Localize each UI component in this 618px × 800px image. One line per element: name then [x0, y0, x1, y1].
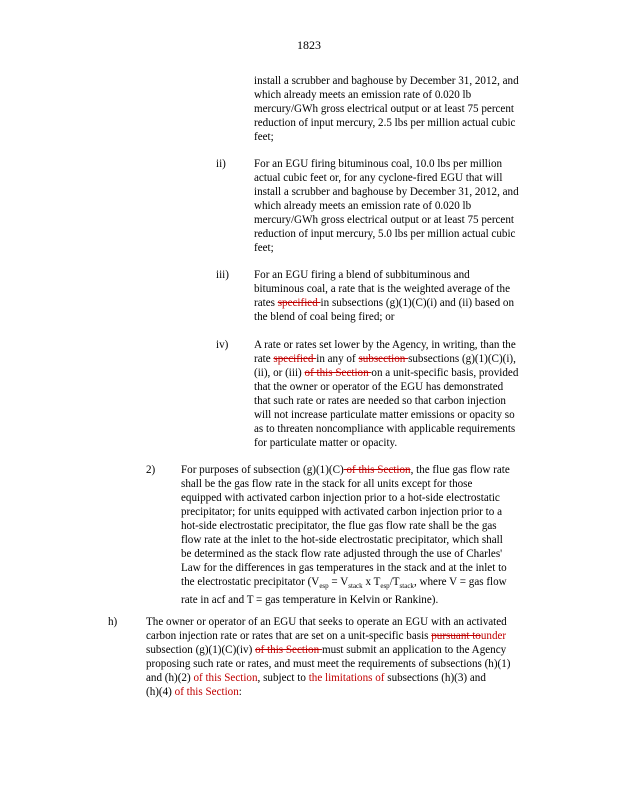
text-line: which already meets an emission rate of 0.020 lb — [254, 200, 472, 212]
deleted-text: of this Section — [304, 367, 372, 379]
text-line: Law for the differences in gas temperatures in the stack and at the inlet to — [181, 562, 507, 574]
deleted-text: of this Section — [255, 644, 322, 656]
text-run: : — [238, 686, 242, 698]
text-line — [181, 463, 510, 477]
item-h-text — [146, 615, 510, 699]
deleted-text: of this Section — [343, 464, 411, 476]
text-line: be determined as the stack flow rate adjusted through the use of Charles' — [181, 548, 503, 560]
text-line: install a scrubber and baghouse by December 31, 2012, and — [254, 186, 519, 198]
text-run: rates — [254, 297, 278, 309]
text-line: For an EGU firing bituminous coal, 10.0 lbs per million — [254, 158, 503, 170]
text-line: feet; — [254, 242, 274, 254]
text-line: bituminous coal, a rate that is the weighted average of the — [254, 283, 510, 295]
text-run: subsection (g)(1)(C)(iv) — [146, 644, 256, 656]
item-2-marker: 2) — [146, 464, 156, 476]
text-line — [254, 296, 514, 310]
text-line: shall be the gas flow rate in the stack for all units except for those — [181, 478, 473, 490]
text-line: equipped with activated carbon injection prior to a hot-side electrostatic — [181, 492, 500, 504]
subscript: stack — [348, 582, 363, 591]
item-ii-text — [254, 157, 519, 255]
text-line: proposing such rate or rates, and must meet the requirements of subsections (h)(1) — [146, 658, 511, 670]
text-line: as to threaten noncompliance with applicable requirements — [254, 423, 516, 435]
text-line: will not increase particulate matter emissions or opacity so — [254, 409, 515, 421]
deleted-text: specified — [277, 297, 321, 309]
item-i-continuation — [254, 74, 519, 144]
text-line: which already meets an emission rate of 0.020 lb — [254, 89, 472, 101]
text-line — [146, 643, 510, 657]
text-line: For an EGU firing a blend of subbituminous and — [254, 269, 470, 281]
deleted-text: specified — [273, 353, 317, 365]
text-line — [254, 352, 518, 366]
text-line — [146, 685, 510, 699]
item-iv-text — [254, 338, 518, 450]
text-run: in subsections (g)(1)(C)(i) and (ii) based on — [320, 297, 515, 309]
subscript: esp — [319, 582, 329, 591]
text-line: rate in acf and T = gas temperature in Kelvin or Rankine). — [181, 594, 439, 607]
text-line: mercury/GWh gross electrical output or at least 75 percent — [254, 103, 514, 115]
text-run: x T — [362, 576, 381, 588]
text-line: that such rate or rates are needed so that carbon injection — [254, 395, 506, 407]
text-line: precipitator; for units equipped with activated carbon injection prior to a — [181, 506, 502, 518]
item-ii-marker: ii) — [216, 158, 226, 170]
inserted-text: of this Section — [174, 686, 239, 698]
text-run: subsections (g)(1)(C)(i), — [408, 353, 516, 365]
text-run: , subject to — [257, 672, 309, 684]
text-run: rate — [254, 353, 274, 365]
text-run: subsections (h)(3) and — [384, 672, 486, 684]
text-run: on a unit-specific basis, provided — [371, 367, 519, 379]
text-line: the blend of coal being fired; or — [254, 311, 395, 323]
item-iv-marker: iv) — [216, 339, 229, 351]
text-line: hot-side electrostatic precipitator, the flue gas flow rate shall be the gas — [181, 520, 497, 532]
item-h-marker: h) — [108, 616, 118, 628]
page-number: 1823 — [297, 38, 321, 52]
text-line: flow rate at the inlet to the hot-side electrostatic precipitator, which shall — [181, 534, 503, 546]
text-line: The owner or operator of an EGU that seeks to operate an EGU with an activated — [146, 616, 507, 628]
text-run: , the flue gas flow rate — [410, 464, 510, 476]
item-iii-marker: iii) — [216, 269, 229, 281]
inserted-text: under — [480, 630, 507, 642]
text-line: reduction of input mercury, 2.5 lbs per million actual cubic — [254, 117, 516, 129]
text-line — [146, 629, 510, 643]
text-line — [254, 366, 518, 380]
inserted-text: of this Section — [193, 672, 258, 684]
text-run: (h)(4) — [146, 686, 175, 698]
inserted-text: the limitations of — [308, 672, 385, 684]
text-run: in any of — [316, 353, 359, 365]
text-line: A rate or rates set lower by the Agency, in writing, than the — [254, 339, 516, 351]
text-run: and (h)(2) — [146, 672, 194, 684]
item-iii-text — [254, 268, 514, 324]
text-line: that the owner or operator of the EGU has demonstrated — [254, 381, 504, 393]
text-line — [181, 575, 510, 593]
text-run: (ii), or (iii) — [254, 367, 305, 379]
text-line — [146, 671, 510, 685]
text-run: /T — [389, 576, 400, 588]
text-line: install a scrubber and baghouse by December 31, 2012, and — [254, 75, 519, 87]
text-line: mercury/GWh gross electrical output or at least 75 percent — [254, 214, 514, 226]
item-2-text — [181, 463, 510, 607]
text-run: the electrostatic precipitator (V — [181, 576, 320, 588]
text-line: actual cubic feet or, for any cyclone-fired EGU that will — [254, 172, 503, 184]
deleted-text: pursuant to — [431, 630, 481, 642]
text-line: reduction of input mercury, 5.0 lbs per million actual cubic — [254, 228, 516, 240]
subscript: stack — [399, 582, 414, 591]
text-line: feet; — [254, 131, 274, 143]
text-run: carbon injection rate or rates that are set on a unit-specific basis — [146, 630, 432, 642]
deleted-text: subsection — [358, 353, 409, 365]
text-line: for particulate matter or opacity. — [254, 437, 398, 449]
text-run: For purposes of subsection (g)(1)(C) — [181, 464, 344, 476]
text-run: = V — [328, 576, 349, 588]
subscript: esp — [380, 582, 390, 591]
text-run: must submit an application to the Agency — [321, 644, 507, 656]
text-run: , where V = gas flow — [413, 576, 507, 588]
